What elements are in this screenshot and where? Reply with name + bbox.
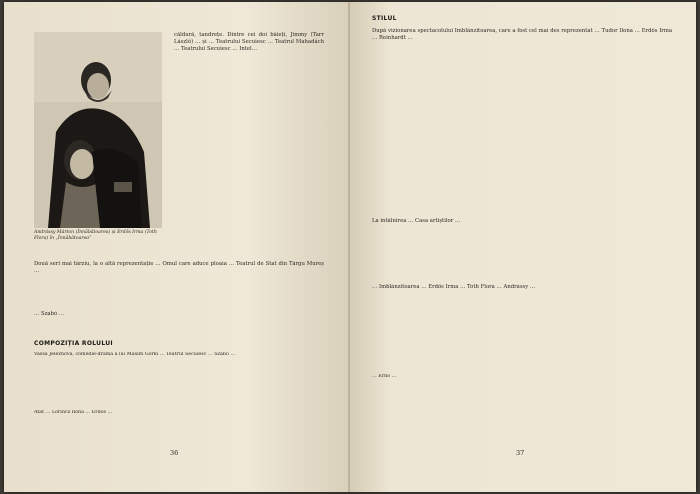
left-top-paragraph: căldură, tandrețe. Dintre cei doi băieți, Jimmy (Tarr László) … și … Teatrului Secuiesc … Teatrul Mahadách … Teatrului Secuiesc … Intel… xyxy=(174,32,324,52)
page-number-right: 37 xyxy=(516,449,525,457)
section-title-stilul: STILUL xyxy=(372,15,397,22)
theater-photo xyxy=(34,32,162,228)
page-number-left: 36 xyxy=(170,449,179,457)
left-paragraph-4: Atât … Lőrincz Ilona … Erdős … xyxy=(34,410,113,415)
right-paragraph-3: … Îmblânzitoarea … Erdős Irma … Toth Flora … Andrássy … xyxy=(372,284,536,290)
right-page xyxy=(350,2,696,492)
left-paragraph-1: Două seri mai târziu, la o altă reprezentație … Omul care aduce ploaia … Teatrul de Stat din Târgu Mureș … xyxy=(34,261,324,274)
section-title-compozitia: COMPOZIȚIA ROLULUI xyxy=(34,340,113,347)
right-paragraph-1: După vizionarea spectacolului Îmblânzitoarea, care a fost cel mai des reprezentat … Tudor Ilona … Erdős Irma … Reinhardt … xyxy=(372,28,672,41)
book-spread xyxy=(4,2,696,492)
photo-caption: Andrássy Márton (Înnăbătoarea) și Erdős Irma (Toth Flora) în „Înnăbătoarea” xyxy=(34,230,157,241)
left-paragraph-2: … Szabó … xyxy=(34,311,65,317)
right-paragraph-4: … Ernő … xyxy=(372,374,397,379)
right-paragraph-2: La întâlnirea … Casa artiștilor … xyxy=(372,218,461,224)
left-paragraph-3: Vassa Jeleznova, comedie-dramă a lui Maxim Gorki … Teatrul Secuiesc … Szabó … xyxy=(34,352,236,357)
left-page xyxy=(4,2,350,492)
